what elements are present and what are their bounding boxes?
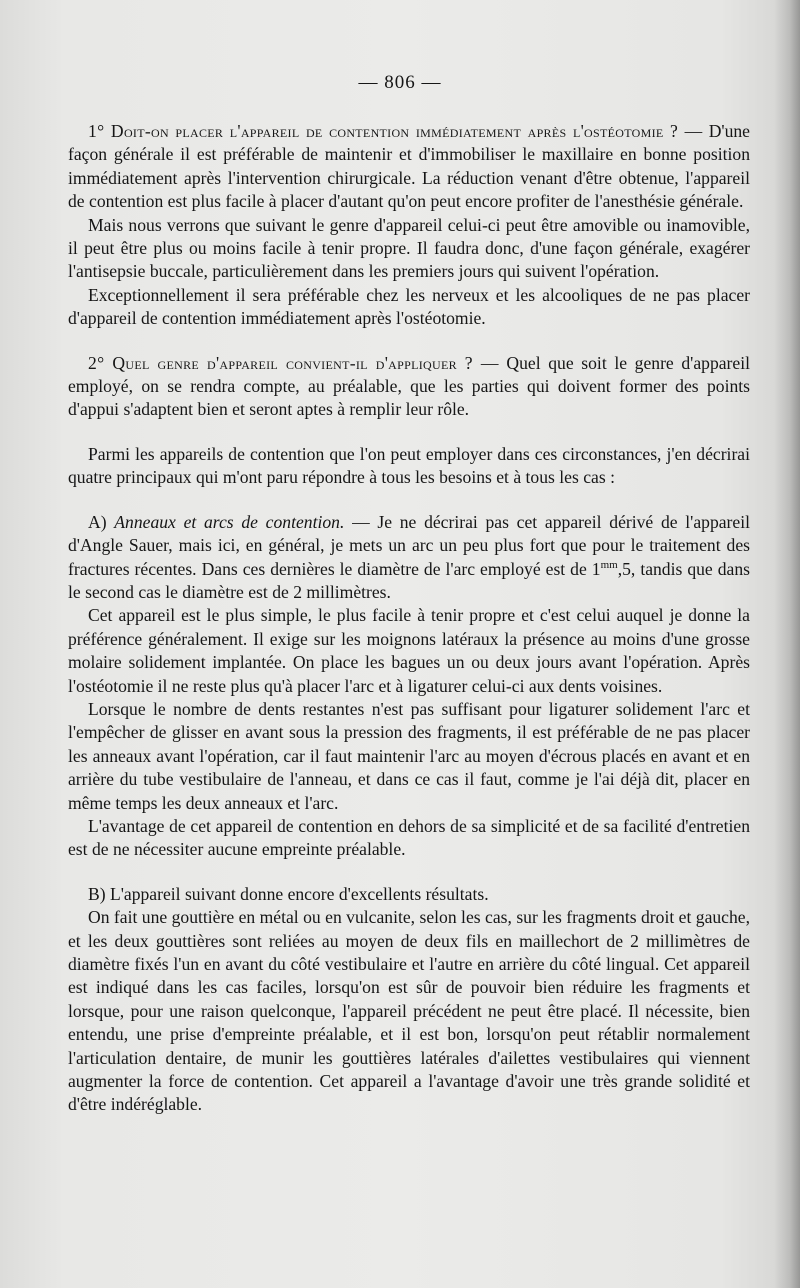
paragraph-section1-p2: Mais nous verrons que suivant le genre d'appareil celui-ci peut être amovible ou inamovible, il peut être plus ou moins facile à tenir propre. Il faudra donc, d'une façon générale, exagérer l'antisepsie buccale, particulièrement dans les premiers jours qui suivent l'opération. — [68, 214, 750, 282]
section2-heading: 2° Quel genre d'appareil convient-il d'appliquer ? — — [88, 352, 499, 373]
paragraph-sectionA-p3: Lorsque le nombre de dents restantes n'est pas suffisant pour ligaturer solidement l'arc et l'empêcher de glisser en avant sous la pression des fragments, il est préférable de ne pas placer les anneaux avant l'opération, car il faut maintenir l'arc au moyen d'écrous placés en avant et en arrière du tube vestibulaire de l'anneau, et dans ce cas il faut, comme je l'ai déjà dit, placer en même temps les deux anneaux et l'arc. — [68, 698, 750, 813]
paragraph-sectionB-p2: On fait une gouttière en métal ou en vulcanite, selon les cas, sur les fragments droit et gauche, et les deux gouttières sont reliées au moyen de deux fils en maillechort de 2 millimètres de diamètre fixés l'un en avant du côté vestibulaire et l'autre en arrière du côté lingual. Cet appareil est indiqué dans les cas faciles, lorsqu'on est sûr de pouvoir bien réduire les fragments et lorsque, pour une raison quelconque, l'appareil précédent ne peut être placé. Il nécessite, bien entendu, une prise d'empreinte préalable, et il est bon, lorsqu'on peut rétablir normalement l'articulation dentaire, de munir les gouttières latérales d'ailettes vestibulaires qui viennent augmenter la force de contention. Cet appareil a l'avantage d'avoir une très grande solidité et d'être indéréglable. — [68, 907, 750, 1115]
sectionA-text2: ,5, tandis que dans le second cas le diamètre est de 2 millimètres. — [68, 558, 750, 602]
section1-text: D'une façon générale il est préférable de maintenir et d'immobiliser le maxillaire en bonne position immédiatement après l'intervention chirurgicale. La réduction venant d'être obtenue, l'appareil de contention est plus facile à placer d'autant qu'on peut encore profiter de l'anesthésie générale. — [68, 121, 750, 212]
sectionA-text1: — Je ne décrirai pas cet appareil dérivé de l'appareil d'Angle Sauer, mais ici, en général, je mets un arc un peu plus fort que pour le traitement des fractures récentes. Dans ces dernières le diamètre de l'arc employé est de 1 — [68, 511, 751, 579]
paragraph-section2-p2: Parmi les appareils de contention que l'on peut employer dans ces circonstances, j'en décrirai quatre principaux qui m'ont paru répondre à tous les besoins et à tous les cas : — [68, 443, 750, 488]
paragraph-section2-intro — [68, 352, 750, 422]
paragraph-section1-p3: Exceptionnellement il sera préférable chez les nerveux et les alcooliques de ne pas placer d'appareil de contention immédiatement après l'ostéotomie. — [68, 284, 750, 329]
paragraph-sectionA-p2: Cet appareil est le plus simple, le plus facile à tenir propre et c'est celui auquel je donne la préférence généralement. Il exige sur les moignons latéraux la présence au moins d'une grosse molaire solidement implantée. On place les bagues un ou deux jours avant l'opération. Après l'ostéotomie il ne reste plus qu'à placer l'arc et à ligaturer celui-ci aux dents voisines. — [68, 605, 750, 696]
section2-text: Quel que soit le genre d'appareil employé, on se rendra compte, au préalable, que les parties qui doivent former des points d'appui s'adaptent bien et seront aptes à remplir leur rôle. — [68, 352, 751, 420]
sectionA-title: Anneaux et arcs de contention. — [114, 511, 345, 532]
paragraph-sectionA-intro — [68, 511, 750, 605]
page-edge-shadow — [774, 0, 800, 1288]
sectionA-unit: mm — [600, 558, 618, 571]
paragraph-section1-intro — [68, 120, 750, 214]
paragraph-sectionA-p4: L'avantage de cet appareil de contention en dehors de sa simplicité et de sa facilité d'entretien est de ne nécessiter aucune empreinte préalable. — [68, 815, 750, 860]
paragraph-sectionB-intro: B) L'appareil suivant donne encore d'excellents résultats. — [88, 883, 489, 904]
page-number: — 806 — — [358, 72, 442, 93]
sectionA-label: A) — [88, 511, 115, 532]
section1-heading: 1° Doit-on placer l'appareil de contention immédiatement après l'ostéotomie ? — — [88, 121, 703, 141]
page-body — [68, 120, 750, 1117]
